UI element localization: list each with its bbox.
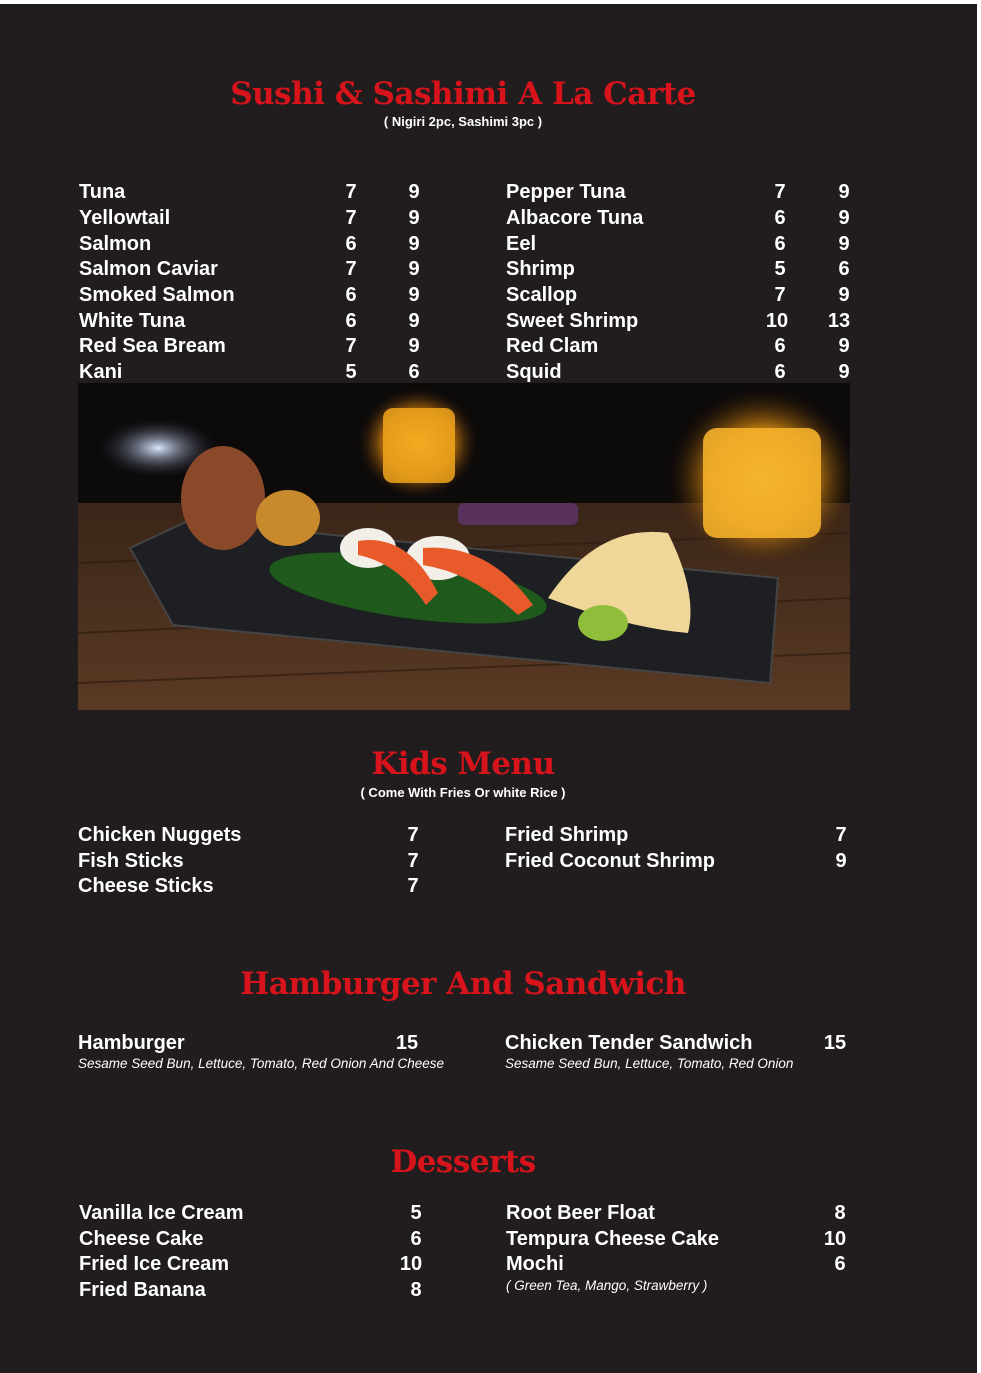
menu-item-name: Squid <box>506 361 562 383</box>
nigiri-price: 5 <box>345 361 357 383</box>
sashimi-price: 6 <box>408 361 420 383</box>
sashimi-price: 9 <box>408 310 420 332</box>
nigiri-price: 7 <box>345 335 357 357</box>
page-border-right <box>977 0 981 1373</box>
nigiri-price: 6 <box>774 361 786 383</box>
menu-item-name: Chicken Tender Sandwich <box>505 1032 753 1054</box>
menu-item-description: Sesame Seed Bun, Lettuce, Tomato, Red Onion <box>505 1056 794 1071</box>
menu-item-name: Eel <box>506 233 537 255</box>
sashimi-price: 13 <box>827 310 851 332</box>
sushi-section-subtitle: ( Nigiri 2pc, Sashimi 3pc ) <box>383 114 543 129</box>
sashimi-price: 9 <box>838 361 850 383</box>
sashimi-price: 9 <box>408 207 420 229</box>
nigiri-price: 7 <box>345 258 357 280</box>
menu-item-name: Tuna <box>79 181 126 203</box>
menu-item-name: Fried Banana <box>79 1279 206 1301</box>
menu-item-price: 10 <box>823 1228 847 1250</box>
menu-item-name: Smoked Salmon <box>79 284 235 306</box>
kids-section-subtitle: ( Come With Fries Or white Rice ) <box>360 785 566 800</box>
nigiri-price: 6 <box>774 207 786 229</box>
nigiri-price: 6 <box>345 284 357 306</box>
menu-item-name: Kani <box>79 361 123 383</box>
desserts-section-title: Desserts <box>390 1144 536 1180</box>
nigiri-price: 6 <box>345 310 357 332</box>
menu-item-name: Salmon <box>79 233 152 255</box>
nigiri-price: 6 <box>774 233 786 255</box>
burger-section-title: Hamburger And Sandwich <box>240 966 686 1002</box>
menu-item-price: 6 <box>410 1228 422 1250</box>
menu-item-price: 5 <box>410 1202 422 1224</box>
menu-item-price: 7 <box>407 824 419 846</box>
sushi-section-title: Sushi & Sashimi A La Carte <box>230 76 696 112</box>
menu-item-name: Tempura Cheese Cake <box>506 1228 720 1250</box>
page-border-top <box>0 0 981 4</box>
menu-item-name: Red Sea Bream <box>79 335 226 357</box>
menu-item-name: Yellowtail <box>79 207 171 229</box>
menu-item-price: 9 <box>835 850 847 872</box>
menu-item-name: Vanilla Ice Cream <box>79 1202 244 1224</box>
nigiri-price: 7 <box>774 181 786 203</box>
sashimi-price: 9 <box>408 233 420 255</box>
sashimi-price: 9 <box>838 207 850 229</box>
nigiri-price: 7 <box>345 207 357 229</box>
menu-item-price: 7 <box>407 850 419 872</box>
menu-item-name: Scallop <box>506 284 578 306</box>
menu-item-name: Fried Shrimp <box>505 824 629 846</box>
menu-item-name: Cheese Cake <box>79 1228 204 1250</box>
nigiri-price: 10 <box>765 310 789 332</box>
menu-item-price: 6 <box>834 1253 846 1275</box>
menu-item-name: Fried Coconut Shrimp <box>505 850 715 872</box>
kids-section-title: Kids Menu <box>371 746 555 782</box>
sashimi-price: 9 <box>838 181 850 203</box>
menu-item-name: Chicken Nuggets <box>78 824 242 846</box>
sashimi-price: 9 <box>838 335 850 357</box>
nigiri-price: 6 <box>774 335 786 357</box>
menu-item-price: 8 <box>410 1279 422 1301</box>
menu-item-name: Cheese Sticks <box>78 875 214 897</box>
sashimi-price: 6 <box>838 258 850 280</box>
menu-item-name: Fish Sticks <box>78 850 184 872</box>
nigiri-price: 7 <box>345 181 357 203</box>
sushi-plate-photo <box>78 383 850 710</box>
menu-item-price: 7 <box>407 875 419 897</box>
menu-item-description: Sesame Seed Bun, Lettuce, Tomato, Red Onion And Cheese <box>78 1056 444 1071</box>
menu-item-name: Root Beer Float <box>506 1202 655 1224</box>
nigiri-price: 7 <box>774 284 786 306</box>
menu-item-name: Pepper Tuna <box>506 181 626 203</box>
menu-item-price: 15 <box>395 1032 419 1054</box>
sashimi-price: 9 <box>408 258 420 280</box>
menu-item-name: Shrimp <box>506 258 575 280</box>
menu-item-price: 7 <box>835 824 847 846</box>
sashimi-price: 9 <box>408 335 420 357</box>
menu-item-name: Albacore Tuna <box>506 207 644 229</box>
menu-item-price: 10 <box>399 1253 423 1275</box>
sashimi-price: 9 <box>408 284 420 306</box>
menu-item-price: 15 <box>823 1032 847 1054</box>
sashimi-price: 9 <box>838 284 850 306</box>
menu-item-name: Mochi <box>506 1253 564 1275</box>
menu-item-name: White Tuna <box>79 310 186 332</box>
menu-item-name: Fried Ice Cream <box>79 1253 230 1275</box>
menu-item-name: Hamburger <box>78 1032 185 1054</box>
menu-item-name: Red Clam <box>506 335 599 357</box>
menu-item-price: 8 <box>834 1202 846 1224</box>
nigiri-price: 6 <box>345 233 357 255</box>
mochi-flavors-note: ( Green Tea, Mango, Strawberry ) <box>506 1278 708 1293</box>
nigiri-price: 5 <box>774 258 786 280</box>
sashimi-price: 9 <box>838 233 850 255</box>
sashimi-price: 9 <box>408 181 420 203</box>
menu-item-name: Salmon Caviar <box>79 258 218 280</box>
menu-item-name: Sweet Shrimp <box>506 310 639 332</box>
